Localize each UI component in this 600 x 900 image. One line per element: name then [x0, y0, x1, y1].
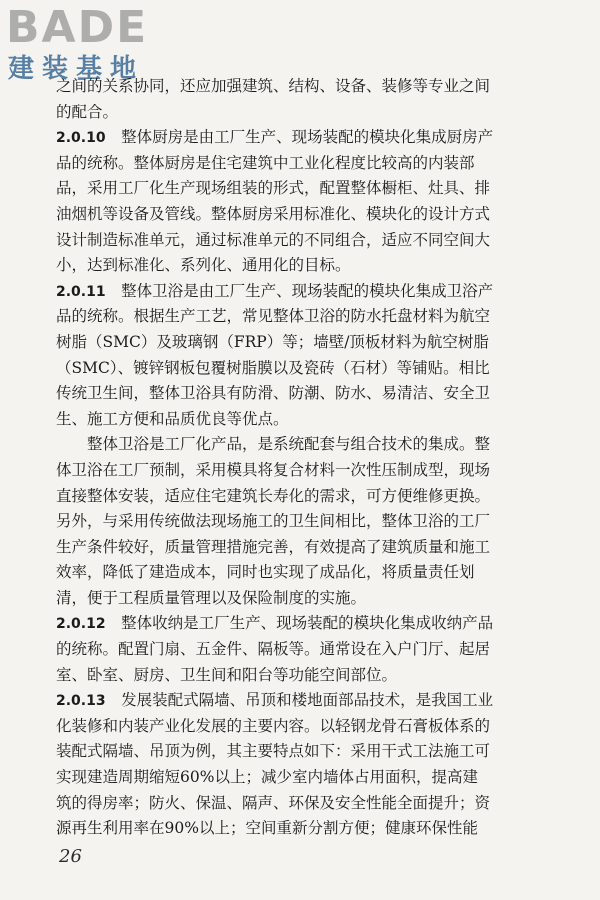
text-line: 清，便于工程质量管理以及保险制度的实施。	[56, 588, 367, 607]
text-line: 设计制造标准单元，通过标准单元的不同组合，适应不同空间大	[56, 230, 491, 249]
text-line: 直接整体安装，适应住宅建筑长寿化的需求，可方便维修更换。	[56, 486, 491, 505]
text-line: 生产条件较好，质量管理措施完善，有效提高了建筑质量和施工	[56, 537, 491, 556]
text-line: 另外，与采用传统做法现场施工的卫生间相比，整体卫浴的工厂	[56, 512, 491, 531]
text-line: 源再生利用率在90%以上；空间重新分割方便；健康环保性能	[56, 819, 478, 838]
text-line: 树脂（SMC）及玻璃钢（FRP）等；墙壁/顶板材料为航空树脂	[56, 332, 489, 351]
clause-number: 2.0.11	[56, 283, 106, 300]
text-line: 化装修和内装产业化发展的主要内容。以轻钢龙骨石膏板体系的	[56, 716, 491, 735]
watermark-latin-text: BADE	[6, 2, 149, 53]
text-line: 之间的关系协同，还应加强建筑、结构、设备、装修等专业之间	[56, 77, 491, 95]
text-line: 室、卧室、厨房、卫生间和阳台等功能空间部位。	[56, 665, 398, 684]
clause-2-0-12: 2.0.12 整体收纳是工厂生产、现场装配的模块化集成收纳产品	[56, 614, 494, 633]
text-line: 的统称。配置门扇、五金件、隔板等。通常设在入户门厅、起居	[56, 640, 491, 659]
text-line: 品的统称。整体厨房是住宅建筑中工业化程度比较高的内装部	[56, 153, 475, 172]
text-line: 效率，降低了建造成本，同时也实现了成品化，将质量责任划	[56, 563, 475, 582]
clause-2-0-11: 2.0.11 整体卫浴是由工厂生产、现场装配的模块化集成卫浴产	[56, 281, 494, 300]
text-line: 品，采用工厂化生产现场组装的形式，配置整体橱柜、灶具、排	[56, 179, 491, 198]
text-line: 筑的得房率；防火、保温、隔声、环保及安全性能全面提升；资	[56, 793, 491, 812]
watermark-cjk-text: 建装基地	[8, 54, 145, 84]
clause-number: 2.0.12	[56, 616, 106, 633]
clause-2-0-13: 2.0.13 发展装配式隔墙、吊顶和楼地面部品技术，是我国工业	[56, 691, 494, 710]
text-line: 传统卫生间，整体卫浴具有防滑、防潮、防水、易清洁、安全卫	[56, 384, 491, 403]
text-line: 装配式隔墙、吊顶为例，其主要特点如下：采用干式工法施工可	[56, 742, 491, 761]
text-line: 生、施工方便和品质优良等优点。	[56, 409, 289, 428]
page-number: 26	[59, 846, 82, 867]
text-line: 小，达到标准化、系列化、通用化的目标。	[56, 256, 351, 275]
text-line: 实现建造周期缩短60%以上；减少室内墙体占用面积，提高建	[56, 768, 478, 787]
text-line: 品的统称。根据生产工艺，常见整体卫浴的防水托盘材料为航空	[56, 307, 491, 326]
clause-number: 2.0.13	[56, 693, 106, 710]
body-text	[56, 74, 546, 842]
text-line: 油烟机等设备及管线。整体厨房采用标准化、模块化的设计方式	[56, 204, 491, 223]
clause-number: 2.0.10	[56, 130, 106, 147]
clause-2-0-10: 2.0.10 整体厨房是由工厂生产、现场装配的模块化集成厨房产	[56, 128, 494, 147]
text-line: （SMC）、镀锌钢板包覆树脂膜以及瓷砖（石材）等铺贴。相比	[56, 358, 490, 377]
text-line: 体卫浴在工厂预制，采用模具将复合材料一次性压制成型，现场	[56, 460, 491, 479]
text-line: 整体卫浴是工厂化产品，是系统配套与组合技术的集成。整	[56, 435, 491, 454]
text-line: 的配合。	[56, 102, 119, 121]
